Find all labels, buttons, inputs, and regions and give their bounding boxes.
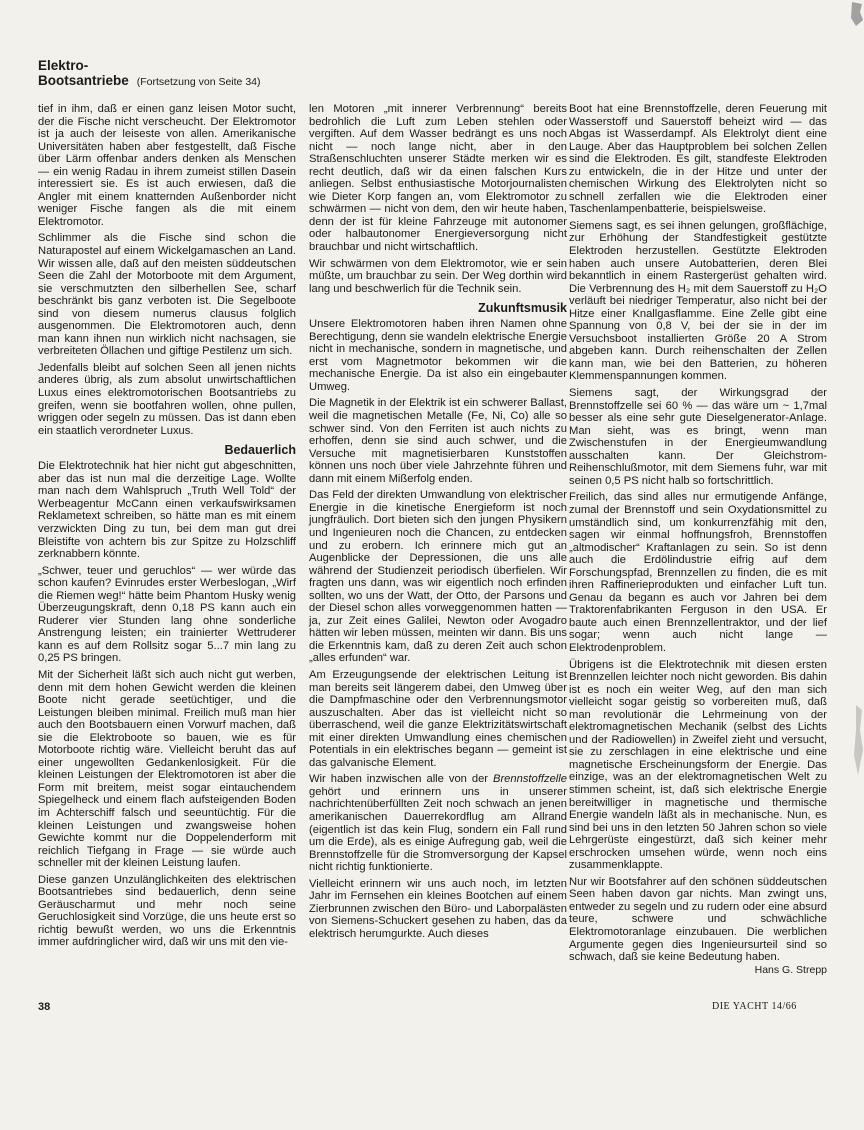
- paragraph: tief in ihm, daß er einen ganz leisen Motor sucht, der die Fische nicht verscheucht. Der Elektromotor ist ja auch der leiseste von allen. Amerikanische Universitäten haben aber festgestellt, daß Fische über Lärm offenbar anders denken als Menschen — ein wenig Radau in ihrem zumeist stillen Dasein interessiert sie. Es ist auch erwiesen, daß die Angler mit einem knatternden Außenborder nicht weniger Fische fangen als die mit einem Elektromotor.: [38, 103, 296, 228]
- article-title-line2: Bootsantriebe: [38, 73, 129, 88]
- paragraph: Die Elektrotechnik hat hier nicht gut abgeschnitten, aber das ist nun mal die derzeitige Lage. Wollte man nach dem Wahlspruch „Truth Well Told“ der Werbeagentur McCann einen verkaufswirksamen Reklametext schreiben, so hätte man es mit einem verzwickten Ding zu tun, bei dem man gut drei Bleistifte von achtern bis zur Spitze zu Holzschliff zerknabbern könnte.: [38, 460, 296, 561]
- section-heading-zukunftsmusik: Zukunftsmusik: [478, 301, 567, 316]
- paragraph: [569, 875, 827, 976]
- paragraph: len Motoren „mit innerer Verbrennung“ bereits bedrohlich die Luft zum Leben stehlen oder vergiften. Auf dem Wasser bedrängt es uns noch nicht — noch lange nicht, aber in den Straßenschluchten unserer Städte merken wir es recht deutlich, daß wir da einen falschen Kurs anliegen. Selbst enthusiastische Motorjournalisten wie Dieter Korp fangen an, vom Elektromotor zu schwärmen — nicht von dem, den wir heute haben, denn der ist für kleine Fahrzeuge mit autonomer oder halbautonomer Energieversorgung nicht brauchbar und nicht wirtschaftlich.: [309, 103, 567, 254]
- paragraph-text: gehört und erinnern uns in unserer nachrichtenüberfüllten Zeit noch schwach an jenen amerikanischen Dauerrekordflug am Allrand (eigentlich ist das kein Flug, sondern ein Fall rund um die Erde), als es einige Aufregung gab, weil die Brennstoffzelle für die Stromversorgung der Kapsel nicht richtig funktionierte.: [309, 785, 567, 874]
- paragraph: Jedenfalls bleibt auf solchen Seen all jenen nichts anderes übrig, als zum absolut unwirtschaftlichen Luxus eines elektromotorischen Bootsantriebs zu greifen, wenn sie bootfahren wollen, ohne pullen, wriggen oder segeln zu müssen. Das ist dann eben ein staatlich verordneter Luxus.: [38, 361, 296, 437]
- paragraph-text: Nur wir Bootsfahrer auf den schönen süddeutschen Seen haben davon gar nichts. Man zwingt uns, entweder zu segeln und zu rudern oder eine absurd teure, schwere und schwächliche Elektromotoranlage einzubauen. Die werblichen Argumente gegen dies Ingenieursurteil sind so schwach, daß sie keine Bedeutung haben.: [569, 875, 827, 964]
- magazine-issue: DIE YACHT 14/66: [712, 1001, 797, 1012]
- paragraph: Schlimmer als die Fische sind schon die Naturapostel auf einem Wickelgamaschen an Land. Wir wissen alle, daß auf den meisten süddeutschen Seen die Zahl der Motorboote mit dem Argument, sie verschmutzten den silberhellen See, scharf beschränkt bis ganz verboten ist. Die Segelboote sind von diesem numerus clausus folglich ausgenommen. Die Elektromotoren auch, denn man kann ihnen nun wirklich nicht nachsagen, sie verbreiteten Öllachen und giftige Pestilenz um sich.: [38, 232, 296, 358]
- paragraph: [309, 773, 567, 873]
- text-column-2: [309, 103, 567, 944]
- scan-corner-mark: [842, 0, 864, 28]
- paragraph: Die Magnetik in der Elektrik ist ein schwerer Ballast, weil die magnetischen Metalle (Fe, Ni, Co) alle so schwer sind. Von den Ferriten ist auch nichts zu erhoffen, denn sie sind auch schwer, und die Versuche mit magnetisierbaren Kunststoffen können uns noch über viele Jahrzehnte führen und dann mit einem Mißerfolg enden.: [309, 397, 567, 485]
- author-signature: Hans G. Strepp: [754, 963, 827, 976]
- paragraph: Boot hat eine Brennstoffzelle, deren Feuerung mit Wasserstoff und Sauerstoff beheizt wird — das Abgas ist Wasserdampf. Als Elektrolyt dient eine Lauge. Aber das Hauptproblem bei solchen Zellen sind die Elektroden. Es gilt, standfeste Elektroden zu entwickeln, die in der Hitze und unter der chemischen Wirkung des Elektrolyten nicht so schnell zerfallen wie die Elektroden einer Taschenlampenbatterie, beispielsweise.: [569, 103, 827, 216]
- article-header: [38, 58, 261, 90]
- paragraph: Siemens sagt, der Wirkungsgrad der Brennstoffzelle sei 60 % — das wäre um ~ 1,7mal besser als eine sehr gute Dieselgenerator-Anlage. Man sieht, was es bringt, wenn man Zwischenstufen in der Energieumwandlung ausschalten kann. Der Gleichstrom-Reihenschlußmotor, mit dem Siemens fuhr, war mit seinen 0,5 PS nicht halb so fortschrittlich.: [569, 387, 827, 487]
- emphasis-brennstoffzelle: Brennstoffzelle: [492, 773, 567, 786]
- page-number: 38: [38, 1001, 51, 1013]
- paragraph: Übrigens ist die Elektrotechnik mit diesen ersten Brennzellen leichter noch nicht geworden. Bis dahin ist es noch ein weiter Weg, auf den man sich vielleicht sogar geistig so vorbereiten muß, daß man revolutionär die Lehrmeinung von der elektromagnetischen Mechanik (selbst des Lichts und der Radiowellen) in Zweifel zieht und versucht, sie zu zerschlagen in eine elektrische und eine magnetische Erscheinungsform der Energie. Das einzige, was an der elektromagnetischen Welt zu stimmen scheint, ist, daß sich elektrische Energie bereitwilliger in magnetische und thermische Energie wandeln läßt als in mechanische. Nun, es sind bei uns in den letzten 50 Jahren schon so viele Lehrgerüste eingestürzt, daß sich keiner mehr erschrocken umsehen würde, wenn noch eins zusammenklappte.: [569, 658, 827, 872]
- paragraph: Das Feld der direkten Umwandlung von elektrischer Energie in die kinetische Energieform ist noch jungfräulich. Dort bieten sich den jungen Physikern und Ingenieuren noch die Chancen, zu entdecken und zu erobern. Ich erinnere mich gut an Augenblicke der Depressionen, die uns alle während der Studienzeit periodisch überfielen. Wir fragten uns dann, was wir eigentlich noch erfinden sollten, wo uns der Watt, der Otto, der Parsons und der Diesel schon alles vorweggenommen hatten — ja, zur Zeit eines Galilei, Newton oder Avogadro hätten wir leben müssen, meinten wir dann. Bis uns die Erkenntnis kam, daß zu deren Zeit auch schon „alles erfunden“ war.: [309, 489, 567, 665]
- paragraph: Freilich, das sind alles nur ermutigende Anfänge, zumal der Brennstoff und sein Oxydationsmittel zu umständlich sind, um konkurrenzfähig mit den, sagen wir einmal hoffnungsfroh, Brennstoffen „altmodischer“ Kraftanlagen zu sein. So ist denn auch die Erdölindustrie eifrig auf dem Forschungspfad, Brennzellen zu finden, die es mit ihren Raffinerieprodukten und einfacher Luft tun. Genau da begann es auch vor Jahren bei dem Traktorenfabrikanten Ferguson in den USA. Er baute auch einen Brennzellentraktor, und der lief sogar; wenn auch nicht lange — Elektrodenproblem.: [569, 491, 827, 654]
- article-title-line1: Elektro-: [38, 58, 89, 73]
- paragraph-text: Wir haben inzwischen alle von der: [309, 773, 493, 786]
- paragraph: „Schwer, teuer und geruchlos“ — wer würde das schon kaufen? Evinrudes erster Werbeslogan, „Wirf die Riemen weg!“ hätte beim Phantom Husky wenig Überzeugungskraft, denn 0,18 PS kann auch ein Ruderer vier Stunden lang ohne sonderliche Anstrengung leisten; ein trainierter Wettruderer kann es auf dem Rollsitz sogar 5...7 min lang zu 0,25 PS bringen.: [38, 564, 296, 665]
- continuation-note: (Fortsetzung von Seite 34): [136, 76, 261, 88]
- paragraph: Vielleicht erinnern wir uns auch noch, im letzten Jahr im Fernsehen ein kleines Bootchen auf einem Zierbrunnen zwischen den Büro- und Laborpalästen von Siemens-Schuckert gesehen zu haben, das da elektrisch herumgurkte. Auch dieses: [309, 877, 567, 940]
- text-column-1: [38, 103, 296, 953]
- paragraph: Am Erzeugungsende der elektrischen Leitung ist man bereits seit längerem dabei, den Umweg über die Dampfmaschine oder den Verbrennungsmotor auszuschalten. Aber das ist vielleicht nicht so überraschend, weil die ganze Elektrizitätswirtschaft mit einer direkten Umwandlung eines chemischen Potentials in ein elektrisches begann — gemeint ist das galvanische Element.: [309, 668, 567, 769]
- scan-edge-mark: [850, 700, 864, 780]
- paragraph: Unsere Elektromotoren haben ihren Namen ohne Berechtigung, denn sie wandeln elektrische Energie nicht in mechanische, sondern in magnetische, und erst vom Magnetmotor bekommen wir die mechanische Energie. Da ist also ein eingebauter Umweg.: [309, 318, 567, 393]
- paragraph: Siemens sagt, es sei ihnen gelungen, großflächige, zur Erhöhung der Standfestigkeit gestützte Elektroden herzustellen. Gestützte Elektroden haben auch unsere Autobatterien, deren Blei bekanntlich in einem Rastergerüst gehalten wird. Die Verbrennung des H₂ mit dem Sauerstoff zu H₂O verläuft bei niedriger Temperatur, also nicht bei der Hitze einer Knallgasflamme. Eine Zelle gibt eine Spannung von 0,8 V, bei der sie in der im Versuchsboot installierten Größe 20 A Strom abgeben kann. Durch reihenschalten der Zellen kann man, wie bei den Batterien, zu höheren Klemmenspannungen kommen.: [569, 219, 827, 383]
- article-title: [38, 58, 261, 90]
- paragraph: Mit der Sicherheit läßt sich auch nicht gut werben, denn mit dem hohen Gewicht werden die kleinen Boote nicht gerade seetüchtiger, und die Leistungen bleiben minimal. Freilich muß man hier auch den Bootsbauern einen Vorwurf machen, daß sie die Elektroboote so bauen, wie es für Motorboote richtig wäre. Vielleicht beruht das auf einer ungewollten Gedankenlosigkeit. Für die kleinen Leistungen der Elektromotoren ist aber die Form mit breitem, meist sogar eintauchendem Spiegelheck und einem flach aufsteigenden Boden im Achterschiff falsch und seeuntüchtig. Für die kleinen Leistungen und zwangsweise hohen Gewichte kommt nur die Doppelenderform mit reichlich Tiefgang in Frage — sie würde auch schneller mit der kleinen Leistung laufen.: [38, 668, 296, 870]
- paragraph: Diese ganzen Unzulänglichkeiten des elektrischen Bootsantriebes sind bedauerlich, denn seine Geräuscharmut und mehr noch seine Geruchlosigkeit sind Vorzüge, die uns heute erst so richtig bewußt werden, wo uns die Erkenntnis immer aufdringlicher wird, daß wir uns mit den vie-: [38, 873, 296, 949]
- text-column-3: [569, 103, 827, 976]
- section-heading-bedauerlich: Bedauerlich: [224, 443, 296, 458]
- paragraph: Wir schwärmen von dem Elektromotor, wie er sein müßte, um brauchbar zu sein. Der Weg dorthin wird lang und beschwerlich für die Technik sein.: [309, 257, 567, 295]
